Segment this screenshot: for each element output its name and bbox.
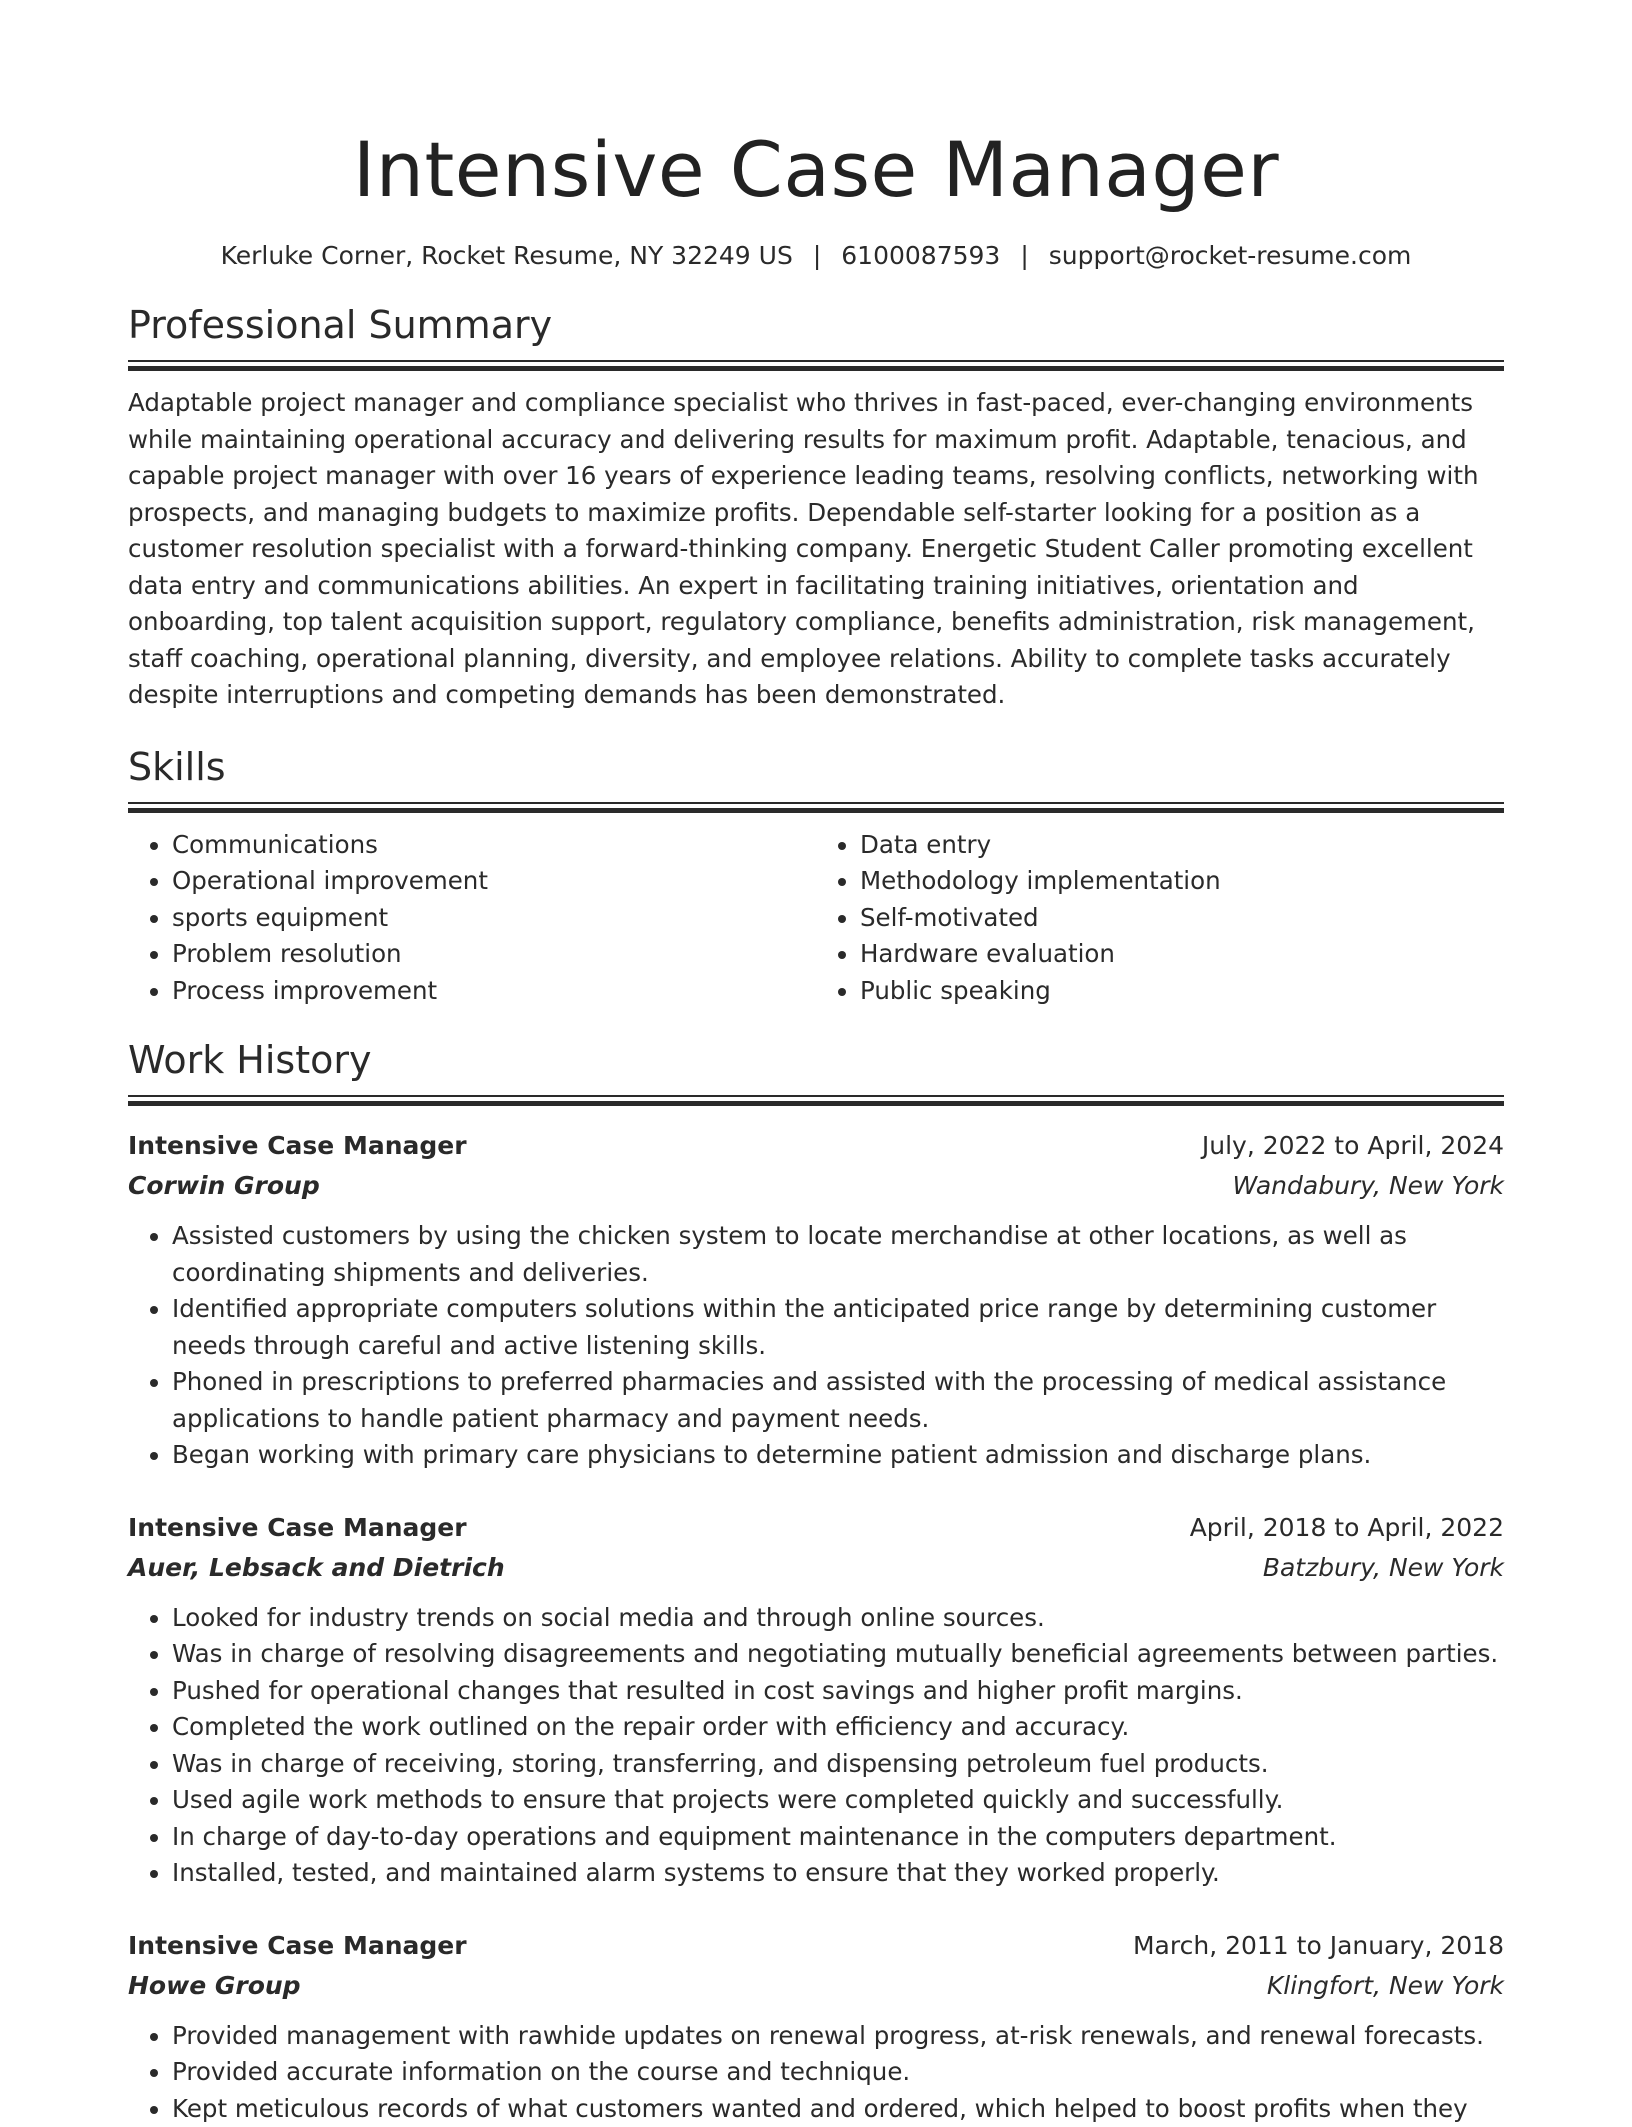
job-bullet: • Phoned in prescriptions to preferred pharmacies and assisted with the processing of medical assistance applications to handle patient pharmacy and payment needs.: [172, 1364, 1504, 1437]
skills-list-left: [128, 827, 816, 1010]
skill-item: • Methodology implementation: [860, 863, 1504, 900]
skill-item: • Self-motivated: [860, 900, 1504, 937]
job-dates: March, 2011 to January, 2018: [1133, 1926, 1504, 1966]
job-bullet: • Assisted customers by using the chicken system to locate merchandise at other locations, as well as coordinating shipments and deliveries.: [172, 1218, 1504, 1291]
job-bullet: • Was in charge of resolving disagreements and negotiating mutually beneficial agreements between parties.: [172, 1636, 1504, 1673]
job-company: Corwin Group: [128, 1166, 320, 1206]
job-bullet: • Pushed for operational changes that resulted in cost savings and higher profit margins.: [172, 1673, 1504, 1710]
job-title: Intensive Case Manager: [128, 1926, 467, 1966]
job-bullet: • Began working with primary care physicians to determine patient admission and discharge plans.: [172, 1437, 1504, 1474]
job-entry: [128, 1126, 1504, 1474]
job-company: Howe Group: [128, 1966, 301, 2006]
job-bullet: • Was in charge of receiving, storing, transferring, and dispensing petroleum fuel products.: [172, 1746, 1504, 1783]
contact-phone: 6100087593: [841, 241, 1000, 270]
skill-item: • Operational improvement: [172, 863, 816, 900]
job-dates: July, 2022 to April, 2024: [1202, 1126, 1504, 1166]
job-company: Auer, Lebsack and Dietrich: [128, 1548, 505, 1588]
summary-text: Adaptable project manager and compliance specialist who thrives in fast-paced, ever-changing environments while maintaining operational accuracy and delivering results for maximum profit. Adaptable, tenacious, and capable project manager with over 16 years of experience leading teams, resolving conflicts, networking with prospects, and managing budgets to maximize profits. Dependable self-starter looking for a position as a customer resolution specialist with a forward-thinking company. Energetic Student Caller promoting excellent data entry and communications abilities. An expert in facilitating training initiatives, orientation and onboarding, top talent acquisition support, regulatory compliance, benefits administration, risk management, staff coaching, operational planning, diversity, and employee relations. Ability to complete tasks accurately despite interruptions and competing demands has been demonstrated.: [128, 385, 1504, 714]
summary-heading: Professional Summary: [128, 300, 1504, 350]
section-divider: [128, 1095, 1504, 1106]
job-location: Wandabury, New York: [1233, 1166, 1505, 1206]
contact-separator: |: [1020, 238, 1028, 274]
job-bullets: [128, 1600, 1504, 1892]
skills-heading: Skills: [128, 742, 1504, 792]
work-heading: Work History: [128, 1035, 1504, 1085]
job-location: Klingfort, New York: [1267, 1966, 1504, 2006]
job-bullet: • Installed, tested, and maintained alarm systems to ensure that they worked properly.: [172, 1855, 1504, 1892]
job-bullets: [128, 2018, 1504, 2127]
job-location: Batzbury, New York: [1263, 1548, 1504, 1588]
job-bullet: • Completed the work outlined on the repair order with efficiency and accuracy.: [172, 1709, 1504, 1746]
job-bullet: • Looked for industry trends on social media and through online sources.: [172, 1600, 1504, 1637]
job-bullet: • Kept meticulous records of what customers wanted and ordered, which helped to boost profits when they: [172, 2091, 1504, 2127]
job-header: [128, 1508, 1504, 1548]
job-entry: [128, 1926, 1504, 2127]
job-subheader: [128, 1966, 1504, 2006]
skills-columns: [128, 827, 1504, 1010]
skill-item: • Problem resolution: [172, 936, 816, 973]
job-header: [128, 1926, 1504, 1966]
skill-item: • Process improvement: [172, 973, 816, 1010]
job-subheader: [128, 1166, 1504, 1206]
skill-item: • Data entry: [860, 827, 1504, 864]
job-header: [128, 1126, 1504, 1166]
job-title: Intensive Case Manager: [128, 1508, 467, 1548]
contact-separator: |: [813, 238, 821, 274]
work-section: [128, 1035, 1504, 2127]
job-dates: April, 2018 to April, 2022: [1190, 1508, 1504, 1548]
job-bullets: [128, 1218, 1504, 1474]
skills-section: [128, 742, 1504, 1010]
job-bullet: • Identified appropriate computers solutions within the anticipated price range by determining customer needs through careful and active listening skills.: [172, 1291, 1504, 1364]
job-bullet: • Provided management with rawhide updates on renewal progress, at-risk renewals, and renewal forecasts.: [172, 2018, 1504, 2055]
job-bullet: • Used agile work methods to ensure that projects were completed quickly and successfully.: [172, 1782, 1504, 1819]
contact-email: support@rocket-resume.com: [1049, 241, 1412, 270]
skill-item: • Communications: [172, 827, 816, 864]
job-bullet: • In charge of day-to-day operations and equipment maintenance in the computers department.: [172, 1819, 1504, 1856]
skill-item: • sports equipment: [172, 900, 816, 937]
skills-list-right: [816, 827, 1504, 1010]
section-divider: [128, 360, 1504, 371]
summary-section: [128, 300, 1504, 714]
job-entry: [128, 1508, 1504, 1892]
contact-address: Kerluke Corner, Rocket Resume, NY 32249 US: [221, 241, 793, 270]
skill-item: • Hardware evaluation: [860, 936, 1504, 973]
job-subheader: [128, 1548, 1504, 1588]
job-bullet: • Provided accurate information on the course and technique.: [172, 2054, 1504, 2091]
contact-line: [128, 238, 1504, 274]
skill-item: • Public speaking: [860, 973, 1504, 1010]
resume-title: Intensive Case Manager: [128, 0, 1504, 216]
job-title: Intensive Case Manager: [128, 1126, 467, 1166]
section-divider: [128, 802, 1504, 813]
